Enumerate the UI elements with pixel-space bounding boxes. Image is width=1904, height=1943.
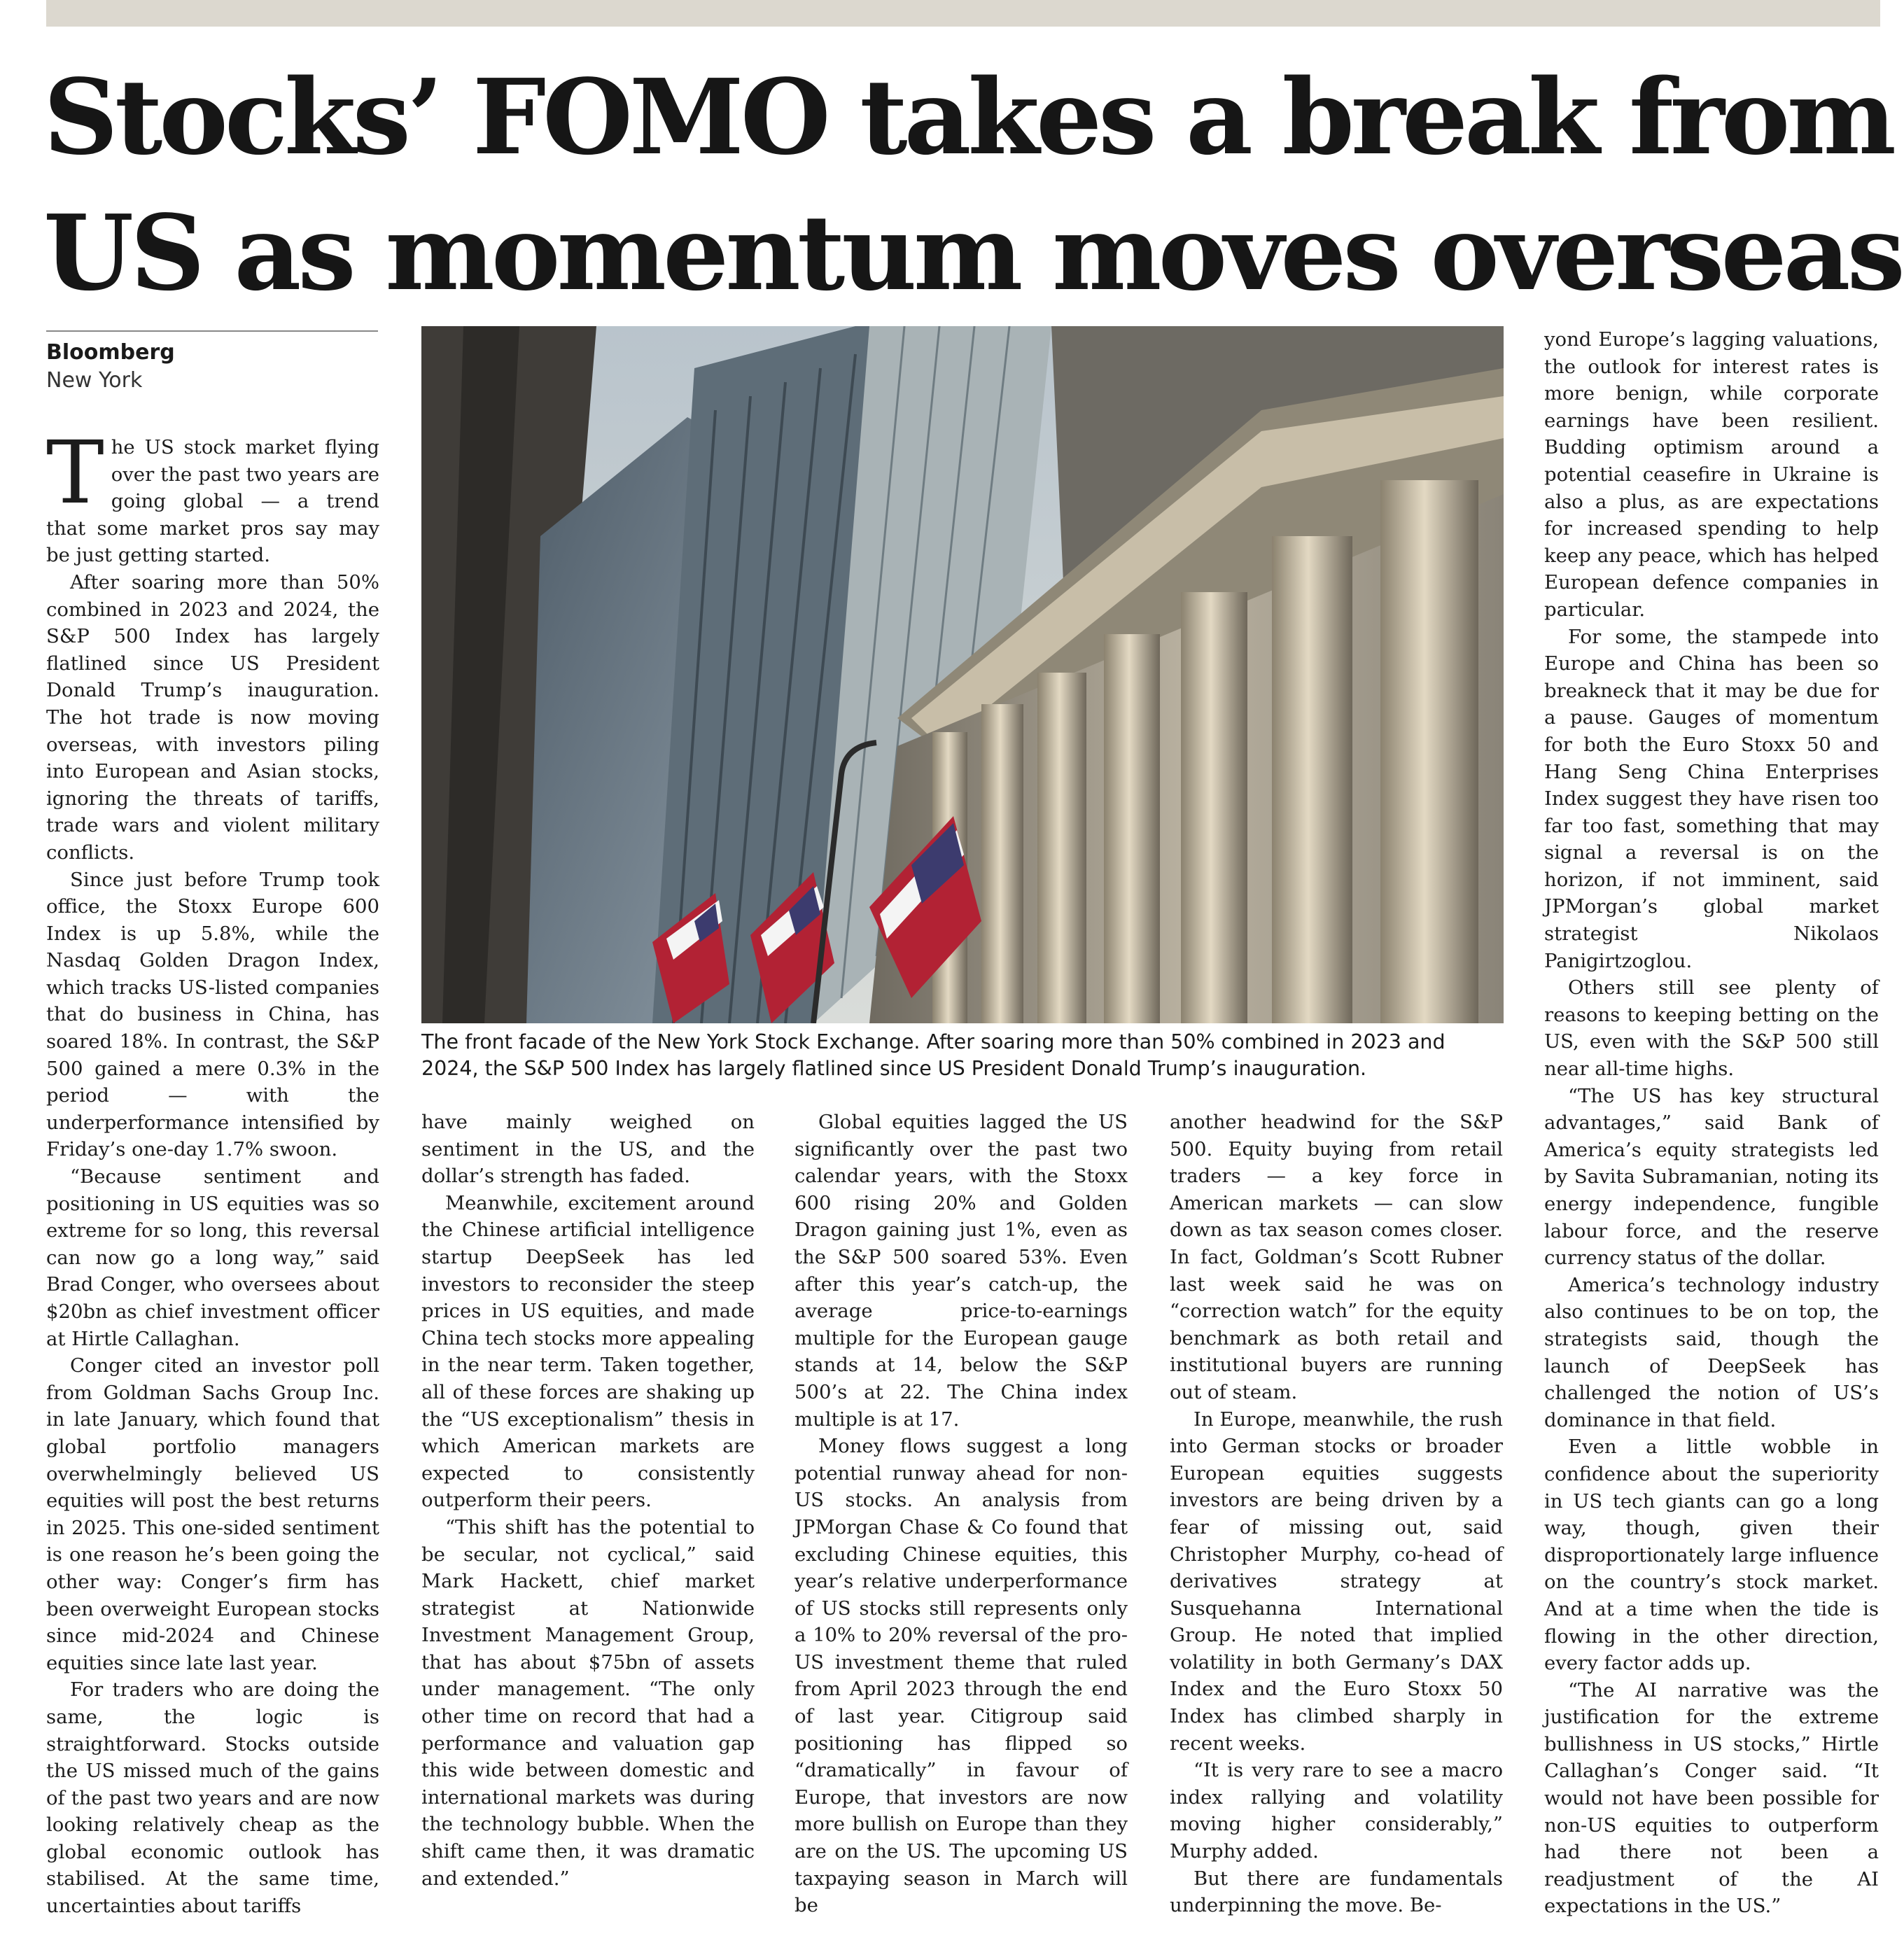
- article-paragraph: “The US has key structural advantages,” said Bank of America’s equity strategists led by Savita Subramanian, noting its energy independence, fungible labour force, and the reserve currency status of the dollar.: [1544, 1084, 1879, 1270]
- article-paragraph: “It is very rare to see a macro index rallying and volatility moving higher considerably,” Murphy added.: [1170, 1759, 1503, 1863]
- article-paragraph: another headwind for the S&P 500. Equity buying from retail traders — a key force in American markets — can slow down as tax season comes closer. In fact, Goldman’s Scott Rubner last week said he was on “correction watch” for the equity benchmark as both retail and institutional buyers are running out of steam.: [1170, 1111, 1503, 1403]
- photo-caption: The front facade of the New York Stock Exchange. After soaring more than 50% combined in 2023 and 2024, the S&P 500 Index has largely flatlined since US President Donald Trump’s inauguration.: [421, 1030, 1446, 1080]
- article-paragraph: yond Europe’s lagging valuations, the outlook for interest rates is more benign, while corporate earnings have been resilient. Budding optimism around a potential ceasefire in Ukraine is also a plus, as are expectations for increased spending to help keep any peace, which has helped European defence companies in particular.: [1544, 328, 1879, 621]
- article-paragraph: America’s technology industry also continues to be on top, the strategists said, though the launch of DeepSeek has challenged the notion of US’s dominance in that field.: [1544, 1273, 1879, 1431]
- article-column-1: [46, 423, 379, 1920]
- article-paragraph: “This shift has the potential to be secular, not cyclical,” said Mark Hackett, chief market strategist at Nationwide Investment Management Group, that has about $75bn of assets under management. “The only other time on record that had a performance and valuation gap this wide between domestic and international markets was during the technology bubble. When the shift came then, it was dramatic and extended.”: [421, 1515, 755, 1890]
- nyse-facade-photo: [421, 326, 1504, 1023]
- article-column-5: [1544, 326, 1879, 1920]
- article-paragraph: Meanwhile, excitement around the Chinese artificial intelligence startup DeepSeek has led investors to reconsider the steep prices in US equities, and made China tech stocks more appealing in the near term. Taken together, all of these forces are shaking up the “US exceptionalism” thesis in which American markets are expected to consistently outperform their peers.: [421, 1191, 755, 1512]
- article-paragraph: After soaring more than 50% combined in 2023 and 2024, the S&P 500 Index has largely flatlined since US President Donald Trump’s inauguration. The hot trade is now moving overseas, with investors piling into European and Asian stocks, ignoring the threats of tariffs, trade wars and violent military conflicts.: [46, 570, 379, 864]
- article-paragraph: have mainly weighed on sentiment in the US, and the dollar’s strength has faded.: [421, 1111, 755, 1188]
- article-paragraph: “The AI narrative was the justification for the extreme bullishness in US stocks,” Hirtle Callaghan’s Conger said. “It would not have been possible for non-US equities to outperform had there not been a readjustment of the AI expectations in the US.”: [1544, 1678, 1879, 1918]
- article-paragraph: Global equities lagged the US significantly over the past two calendar years, with the Stoxx 600 rising 20% and Golden Dragon gaining just 1%, even as the S&P 500 soared 53%. Even after this year’s catch-up, the average price-to-earnings multiple for the European gauge stands at 14, below the S&P 500’s at 22. The China index multiple is at 17.: [794, 1111, 1128, 1431]
- article-paragraph: [46, 423, 379, 569]
- article-paragraph: Since just before Trump took office, the Stoxx Europe 600 Index is up 5.8%, while the Nasdaq Golden Dragon Index, which tracks US-listed companies that do business in China, has soared 18%. In contrast, the S&P 500 gained a mere 0.3% in the period — with the underperformance intensified by Friday’s one-day 1.7% swoon.: [46, 868, 379, 1161]
- headline: [43, 49, 1902, 321]
- article-paragraph: Others still see plenty of reasons to keeping betting on the US, even with the S&P 500 still near all-time highs.: [1544, 976, 1879, 1081]
- byline-location: New York: [46, 368, 143, 393]
- headline-line-1: Stocks’ FOMO takes a break from: [43, 56, 1893, 178]
- top-color-bar: [46, 0, 1880, 27]
- article-paragraph: For traders who are doing the same, the logic is straightforward. Stocks outside the US missed much of the gains of the past two years and are now looking relatively cheap as the global economic outlook has stabilised. At the same time, uncertainties about tariffs: [46, 1678, 379, 1918]
- headline-line-2: US as momentum moves overseas: [43, 192, 1902, 314]
- byline-rule: [46, 330, 378, 332]
- article-paragraph: Even a little wobble in confidence about the superiority in US tech giants can go a long way, though, given their disproportionately large influence on the country’s stock market. And at a time when the tide is flowing in the other direction, every factor adds up.: [1544, 1436, 1879, 1675]
- lead-text: he US stock market flying over the past two years are going global — a trend that some market pros say may be just getting started.: [46, 436, 379, 567]
- article-column-4: [1170, 1109, 1503, 1919]
- article-column-2: [421, 1109, 755, 1892]
- article-paragraph: But there are fundamentals underpinning the move. Be-: [1170, 1867, 1503, 1917]
- article-paragraph: Money flows suggest a long potential runway ahead for non-US stocks. An analysis from JPMorgan Chase & Co found that excluding Chinese equities, this year’s relative underperformance of US stocks still represents only a 10% to 20% reversal of the pro-US investment theme that ruled from April 2023 through the end of last year. Citigroup said positioning has flipped so “dramatically” in favour of Europe, that investors are now more bullish on Europe than they are on the US. The upcoming US taxpaying season in March will be: [794, 1435, 1128, 1917]
- article-paragraph: Conger cited an investor poll from Goldman Sachs Group Inc. in late January, which found that global portfolio managers overwhelmingly believed US equities will post the best returns in 2025. This one-sided sentiment is one reason he’s been going the other way: Conger’s firm has been overweight European stocks since mid-2024 and Chinese equities since late last year.: [46, 1354, 379, 1674]
- article-paragraph: “Because sentiment and positioning in US equities was so extreme for so long, this reversal can now go a long way,” said Brad Conger, who oversees about $20bn as chief investment officer at Hirtle Callaghan.: [46, 1165, 379, 1350]
- byline-source: Bloomberg: [46, 340, 175, 365]
- article-paragraph: For some, the stampede into Europe and China has been so breakneck that it may be due for a pause. Gauges of momentum for both the Euro Stoxx 50 and Hang Seng China Enterprises Index suggest they have risen too far too fast, something that may signal a reversal is on the horizon, if not imminent, said JPMorgan’s global market strategist Nikolaos Panigirtzoglou.: [1544, 625, 1879, 972]
- article-column-3: [794, 1109, 1128, 1919]
- article-paragraph: In Europe, meanwhile, the rush into German stocks or broader European equities suggests investors are being driven by a fear of missing out, said Christopher Murphy, co-head of derivatives strategy at Susquehanna International Group. He noted that implied volatility in both Germany’s DAX Index and the Euro Stoxx 50 Index has climbed sharply in recent weeks.: [1170, 1408, 1503, 1755]
- drop-cap: T: [46, 423, 104, 524]
